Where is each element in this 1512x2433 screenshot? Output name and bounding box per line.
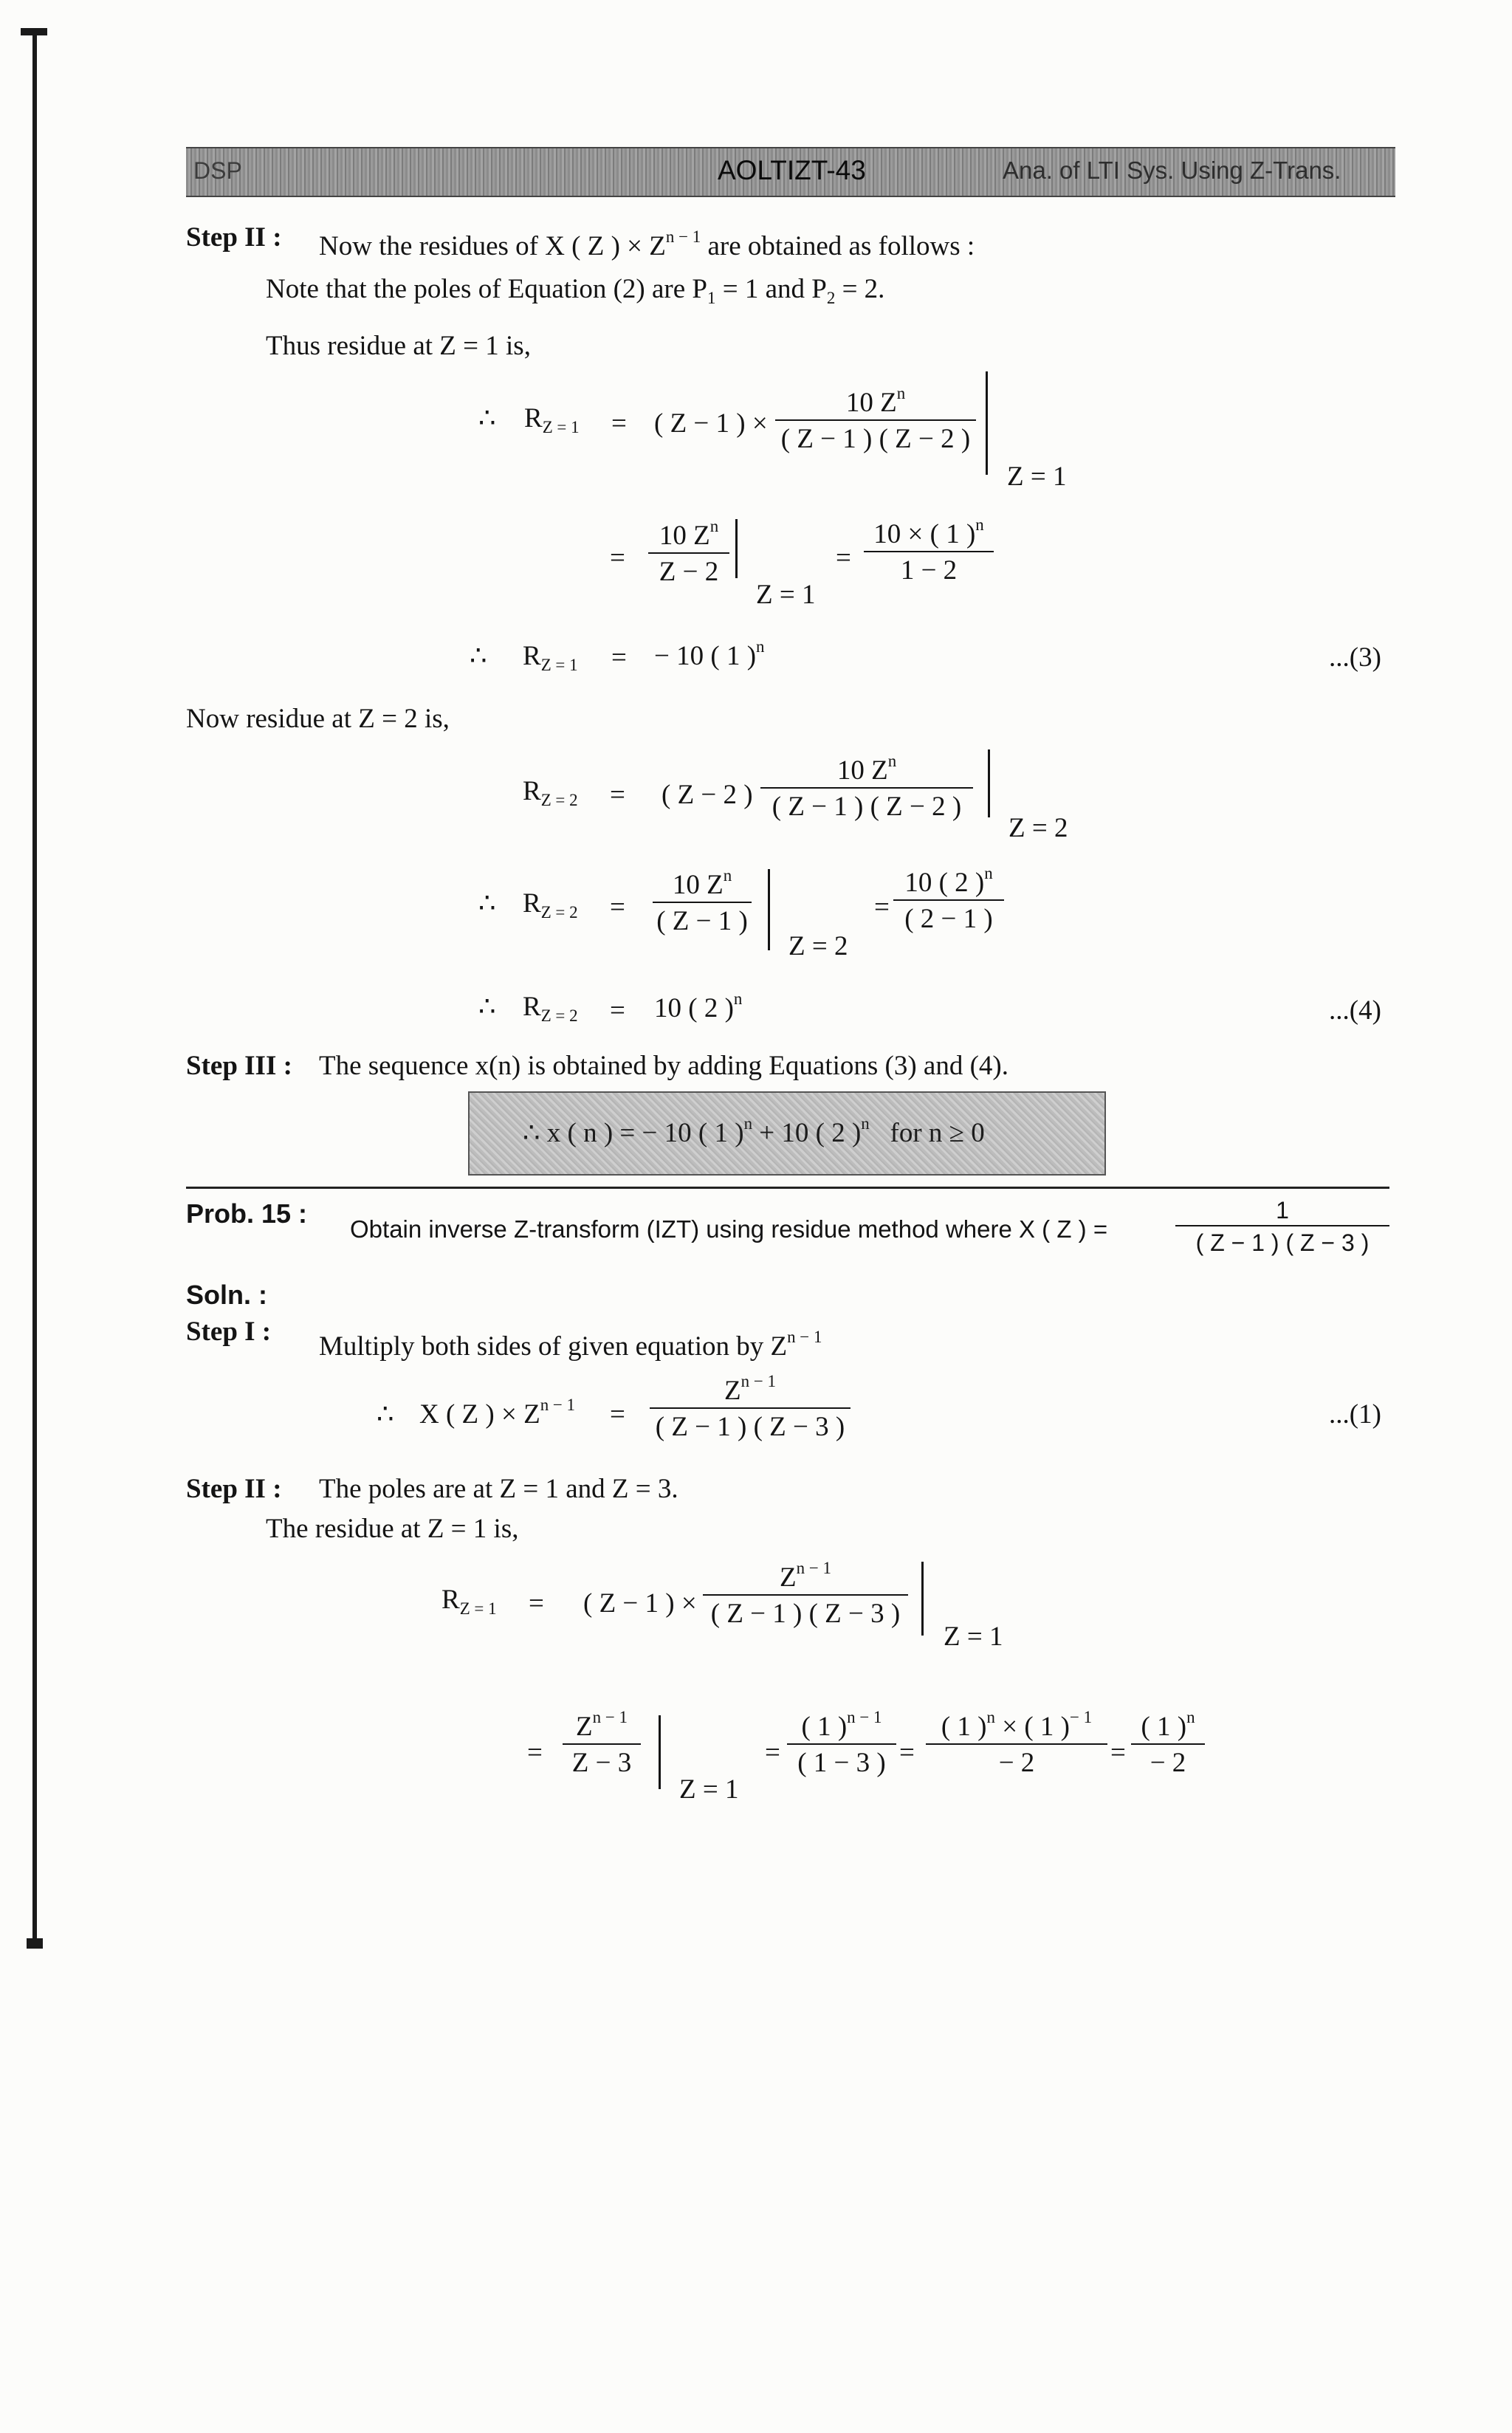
equation-number: ...(3)	[1329, 642, 1381, 673]
fraction: $Z^{n - 1}$ ( Z − 1 ) ( Z − 3 )	[650, 1377, 850, 1441]
fraction: $Z^{n - 1}$ Z − 3	[563, 1713, 641, 1777]
residue-intro: The residue at Z = 1 is,	[266, 1514, 519, 1544]
evaluation-point: Z = 1	[1007, 461, 1067, 492]
therefore-symbol: ∴	[478, 403, 496, 433]
factor: ( Z − 1 ) ×	[654, 408, 768, 439]
header-book-code: DSP	[193, 157, 242, 184]
therefore-symbol: ∴	[377, 1399, 394, 1430]
residue-r1-symbol: $R_{Z = 1}$	[441, 1585, 497, 1619]
fraction: 10 $Z^n$ ( Z − 1 ) ( Z − 2 )	[760, 757, 973, 820]
equals-sign: =	[527, 1737, 543, 1768]
evaluation-point: Z = 2	[1008, 813, 1068, 843]
evaluation-bar	[735, 519, 738, 578]
equals-sign: =	[611, 408, 627, 439]
evaluation-point: Z = 1	[944, 1622, 1003, 1652]
step-2-label: Step II :	[186, 1474, 282, 1504]
equation-lhs: X ( Z ) × $Z^{n - 1}$	[419, 1395, 576, 1430]
step-1-label: Step I :	[186, 1317, 272, 1347]
fraction: ( 1 )$^{n - 1}$ ( 1 − 3 )	[787, 1713, 896, 1777]
residue-r2-symbol: $R_{Z = 2}$	[523, 888, 578, 922]
residue-r2-symbol: $R_{Z = 2}$	[523, 776, 578, 810]
equation-number: ...(1)	[1329, 1399, 1381, 1430]
step-3-text: The sequence x(n) is obtained by adding Equations (3) and (4).	[319, 1051, 1008, 1081]
fraction: ( 1 )$^n$ − 2	[1131, 1713, 1205, 1777]
binding-edge	[32, 30, 37, 1946]
problem-statement: Obtain inverse Z-transform (IZT) using residue method where X ( Z ) =	[350, 1215, 1108, 1243]
equals-sign: =	[610, 780, 625, 810]
fraction: 10 ( 2 )$^n$ ( 2 − 1 )	[893, 869, 1004, 933]
factor: ( Z − 2 )	[662, 780, 753, 810]
step-2-text: Now the residues of X ( Z ) × $Z^{n - 1}$ are obtained as follows :	[319, 227, 975, 261]
therefore-symbol: ∴	[470, 641, 487, 671]
equals-sign: =	[874, 892, 890, 922]
residue-intro: Thus residue at Z = 1 is,	[266, 331, 531, 361]
equals-sign: =	[529, 1588, 544, 1619]
evaluation-point: Z = 2	[788, 931, 848, 961]
evaluation-bar	[988, 749, 990, 817]
step-1-text: Multiply both sides of given equation by $Z^{n - 1}$	[319, 1327, 822, 1362]
equals-sign: =	[610, 543, 625, 573]
fraction: 10 $Z^n$ ( Z − 1 )	[653, 871, 752, 935]
fraction: 10 $Z^n$ ( Z − 1 ) ( Z − 2 )	[775, 389, 976, 453]
residue-r1-result: − 10 ( 1 )$^n$	[654, 636, 765, 671]
residue-r1-symbol: $R_{Z = 1}$	[524, 403, 580, 437]
header-chapter-title: Ana. of LTI Sys. Using Z-Trans.	[1003, 157, 1341, 184]
equation-number: ...(4)	[1329, 995, 1381, 1026]
therefore-symbol: ∴	[478, 992, 496, 1022]
residue-r1-symbol: $R_{Z = 1}$	[523, 641, 578, 675]
evaluation-point: Z = 1	[756, 580, 816, 610]
residue-z2-intro: Now residue at Z = 2 is,	[186, 704, 450, 734]
binding-edge-bottom	[27, 1938, 43, 1949]
equals-sign: =	[610, 892, 625, 922]
fraction: $Z^{n - 1}$ ( Z − 1 ) ( Z − 3 )	[703, 1564, 908, 1627]
step-2-label: Step II :	[186, 222, 282, 253]
equals-sign: =	[610, 995, 625, 1026]
equals-sign: =	[611, 642, 627, 673]
problem-label: Prob. 15 :	[186, 1198, 308, 1229]
factor: ( Z − 1 ) ×	[583, 1588, 697, 1619]
equals-sign: =	[836, 543, 851, 573]
fraction: ( 1 )$^n$ × ( 1 )$^{- 1}$ − 2	[926, 1713, 1107, 1777]
poles-note: Note that the poles of Equation (2) are $P_1 = 1$ and $P_2 = 2$.	[266, 274, 885, 308]
fraction: 10 × ( 1 )$^n$ 1 − 2	[864, 521, 994, 584]
final-answer: ∴ x ( n ) = − 10 ( 1 )$^n$ + 10 ( 2 )$^n$ for n ≥ 0	[523, 1113, 985, 1148]
residue-r2-symbol: $R_{Z = 2}$	[523, 992, 578, 1026]
problem-fraction: 1 ( Z − 1 ) ( Z − 3 )	[1175, 1198, 1389, 1255]
equals-sign: =	[610, 1399, 625, 1430]
step-2-text: The poles are at Z = 1 and Z = 3.	[319, 1474, 678, 1504]
therefore-symbol: ∴	[478, 888, 496, 919]
step-3-label: Step III :	[186, 1051, 292, 1081]
evaluation-bar	[768, 869, 770, 950]
equals-sign: =	[765, 1737, 780, 1768]
equals-sign: =	[1110, 1737, 1126, 1768]
binding-edge-top	[21, 28, 47, 35]
solution-label: Soln. :	[186, 1280, 267, 1310]
evaluation-point: Z = 1	[679, 1774, 739, 1805]
section-divider	[186, 1187, 1389, 1189]
residue-r2-result: 10 ( 2 )$^n$	[654, 989, 743, 1023]
header-page-code: AOLTIZT-43	[718, 155, 866, 185]
evaluation-bar	[921, 1562, 924, 1636]
equals-sign: =	[899, 1737, 915, 1768]
fraction: 10 $Z^n$ Z − 2	[648, 522, 729, 586]
evaluation-bar	[659, 1715, 661, 1789]
evaluation-bar	[986, 371, 988, 475]
